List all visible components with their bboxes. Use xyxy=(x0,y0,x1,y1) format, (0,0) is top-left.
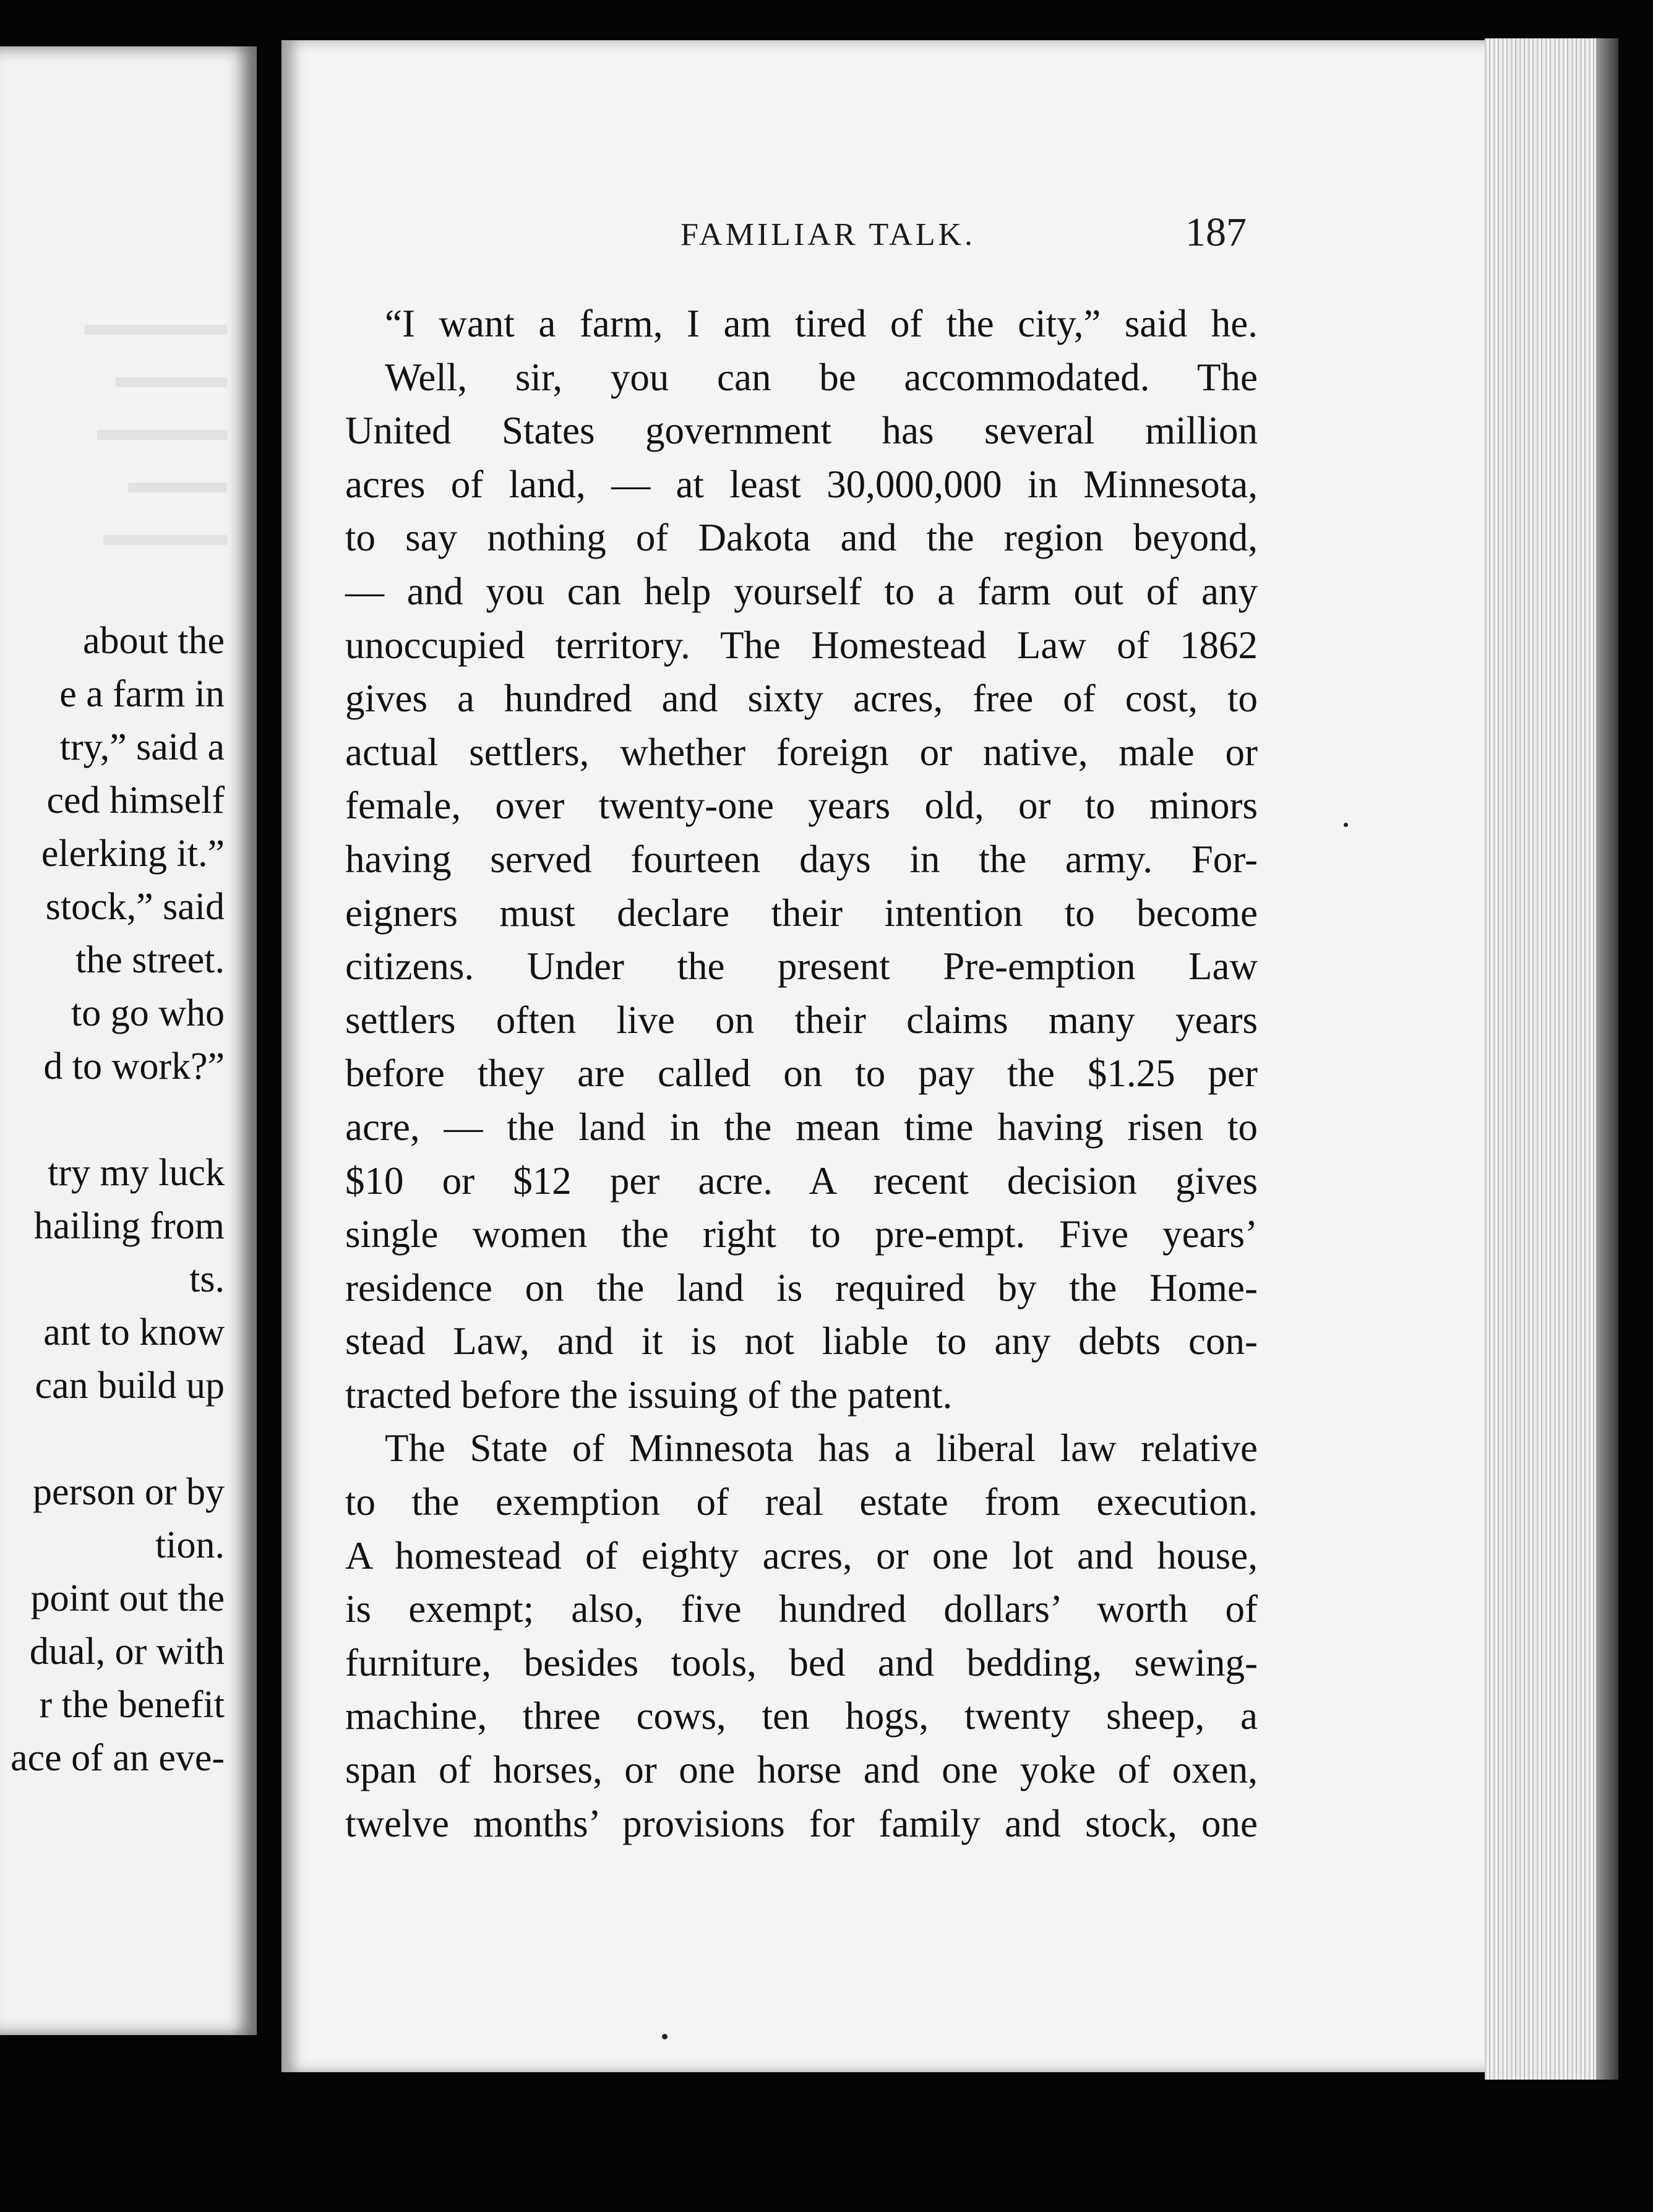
faded-text-mark xyxy=(97,430,227,440)
page-edges xyxy=(1485,38,1615,2080)
text-line: unoccupied territory. The Homestead Law of 1862 xyxy=(345,623,1258,667)
text-line: furniture, besides tools, bed and bedding, sewing- xyxy=(345,1640,1258,1684)
left-page-fragment xyxy=(0,46,257,2035)
left-page-line: tion. xyxy=(155,1524,225,1566)
left-page-line: e a farm in xyxy=(59,673,225,715)
text-line: before they are called on to pay the $1.25 per xyxy=(345,1052,1258,1095)
text-line: citizens. Under the present Pre-emption Law xyxy=(345,945,1258,988)
left-page-line: d to work?” xyxy=(43,1045,225,1087)
text-line: $10 or $12 per acre. A recent decision gives xyxy=(345,1159,1258,1202)
left-page-line: to go who xyxy=(71,992,225,1034)
text-line: to say nothing of Dakota and the region beyond, xyxy=(345,516,1258,560)
left-page-line: hailing from xyxy=(33,1205,225,1247)
text-line: A homestead of eighty acres, or one lot and house, xyxy=(345,1533,1258,1577)
text-line: span of horses, or one horse and one yoke of oxen, xyxy=(345,1748,1258,1792)
text-line: The State of Minnesota has a liberal law relative xyxy=(385,1426,1258,1470)
text-line: settlers often live on their claims many years xyxy=(345,998,1258,1042)
text-line: machine, three cows, ten hogs, twenty sheep, a xyxy=(345,1694,1258,1738)
faded-text-mark xyxy=(85,325,227,335)
page-edges-shadow xyxy=(1596,38,1618,2080)
text-line: female, over twenty-one years old, or to minors xyxy=(345,784,1258,828)
print-speck xyxy=(662,2034,668,2039)
body-text xyxy=(345,297,1258,1850)
faded-text-mark xyxy=(116,377,227,387)
left-page-line: point out the xyxy=(30,1577,225,1619)
text-line: stead Law, and it is not liable to any debts con- xyxy=(345,1319,1258,1363)
left-page-line: about the xyxy=(83,620,225,662)
left-page-line: ace of an eve- xyxy=(11,1737,225,1779)
left-page-line: ts. xyxy=(189,1258,225,1300)
left-page-line: elerking it.” xyxy=(41,833,225,875)
text-line: — and you can help yourself to a farm out of any xyxy=(345,569,1258,613)
text-line: having served fourteen days in the army. For- xyxy=(345,837,1258,881)
left-page-line: ant to know xyxy=(43,1311,225,1353)
left-page-line: stock,” said xyxy=(45,886,225,928)
left-page-line: r the benefit xyxy=(39,1684,225,1726)
faded-text-mark xyxy=(128,482,227,492)
text-line: is exempt; also, five hundred dollars’ worth of xyxy=(345,1587,1258,1631)
text-line: eigners must declare their intention to become xyxy=(345,891,1258,935)
text-line: actual settlers, whether foreign or native, male or xyxy=(345,730,1258,774)
left-page-line: can build up xyxy=(35,1365,225,1407)
print-speck xyxy=(1344,823,1348,827)
left-page-line: the street. xyxy=(75,939,225,981)
left-page-line: ced himself xyxy=(46,779,225,821)
text-line: single women the right to pre-empt. Five years’ xyxy=(345,1212,1258,1256)
text-line: gives a hundred and sixty acres, free of cost, to xyxy=(345,677,1258,721)
text-line: to the exemption of real estate from execution. xyxy=(345,1480,1258,1524)
text-line: tracted before the issuing of the patent. xyxy=(345,1373,953,1417)
left-page-line: person or by xyxy=(33,1471,225,1513)
left-page-line: dual, or with xyxy=(29,1631,225,1673)
text-line: United States government has several million xyxy=(345,409,1258,453)
text-line: acres of land, — at least 30,000,000 in Minnesota, xyxy=(345,462,1258,506)
left-page-line: try,” said a xyxy=(59,726,225,768)
text-line: twelve months’ provisions for family and stock, one xyxy=(345,1801,1258,1845)
text-line: residence on the land is required by the Home- xyxy=(345,1266,1258,1310)
text-line: Well, sir, you can be accommodated. The xyxy=(385,355,1258,399)
faded-text-mark xyxy=(103,535,227,545)
running-head: FAMILIAR TALK. xyxy=(681,217,976,252)
left-page-line: try my luck xyxy=(48,1152,225,1194)
page-number: 187 xyxy=(1185,210,1247,255)
text-line: acre, — the land in the mean time having risen to xyxy=(345,1105,1258,1149)
text-line: “I want a farm, I am tired of the city,” said he. xyxy=(385,302,1258,345)
